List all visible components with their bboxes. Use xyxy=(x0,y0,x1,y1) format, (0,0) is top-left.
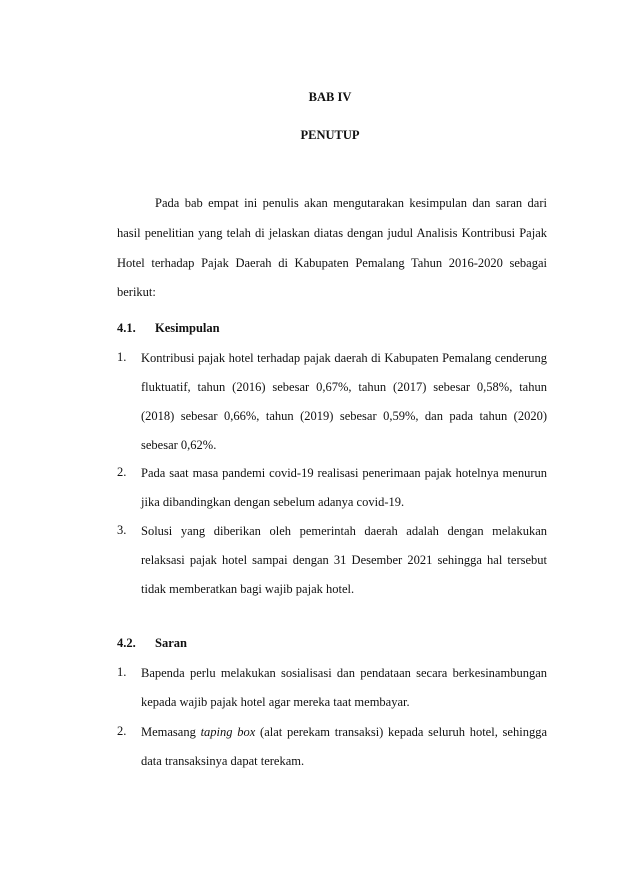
list-item-line: data transaksinya dapat terekam. xyxy=(141,754,305,768)
list-item-line: sebesar 0,62%. xyxy=(141,438,217,452)
text-run: (alat perekam transaksi) kepada seluruh hotel, sehingga xyxy=(255,725,547,739)
section-title: Kesimpulan xyxy=(155,321,220,335)
list-number: 1. xyxy=(117,665,127,679)
intro-line: Pada bab empat ini penulis akan mengutarakan kesimpulan dan saran dari xyxy=(155,196,547,210)
intro-line: berikut: xyxy=(117,285,156,299)
intro-line: hasil penelitian yang telah di jelaskan diatas dengan judul Analisis Kontribusi Pajak xyxy=(117,226,547,240)
chapter-label: BAB IV xyxy=(308,90,352,104)
list-item-line: fluktuatif, tahun (2016) sebesar 0,67%, tahun (2017) sebesar 0,58%, tahun xyxy=(141,380,547,394)
text-run: Memasang xyxy=(141,725,201,739)
intro-line: Hotel terhadap Pajak Daerah di Kabupaten Pemalang Tahun 2016-2020 sebagai xyxy=(117,256,547,270)
italic-term: taping box xyxy=(200,725,256,739)
list-item-line: Kontribusi pajak hotel terhadap pajak daerah di Kabupaten Pemalang cenderung xyxy=(141,351,547,365)
section-number: 4.1. xyxy=(117,321,136,335)
list-item-line xyxy=(141,724,547,740)
list-item-line: Bapenda perlu melakukan sosialisasi dan pendataan secara berkesinambungan xyxy=(141,666,547,680)
list-number: 3. xyxy=(117,523,127,537)
list-number: 2. xyxy=(117,724,127,738)
chapter-title: PENUTUP xyxy=(300,128,360,142)
list-number: 1. xyxy=(117,350,127,364)
list-item-line: kepada wajib pajak hotel agar mereka taat membayar. xyxy=(141,695,410,709)
list-item-line: relaksasi pajak hotel sampai dengan 31 Desember 2021 sehingga hal tersebut xyxy=(141,553,547,567)
section-number: 4.2. xyxy=(117,636,136,650)
list-item-line: Solusi yang diberikan oleh pemerintah daerah adalah dengan melakukan xyxy=(141,524,547,538)
list-item-line: jika dibandingkan dengan sebelum adanya covid-19. xyxy=(141,495,405,509)
list-number: 2. xyxy=(117,465,127,479)
list-item-line: tidak memberatkan bagi wajib pajak hotel. xyxy=(141,582,355,596)
list-item-line: Pada saat masa pandemi covid-19 realisasi penerimaan pajak hotelnya menurun xyxy=(141,466,547,480)
section-title: Saran xyxy=(155,636,187,650)
list-item-line: (2018) sebesar 0,66%, tahun (2019) sebesar 0,59%, dan pada tahun (2020) xyxy=(141,409,547,423)
